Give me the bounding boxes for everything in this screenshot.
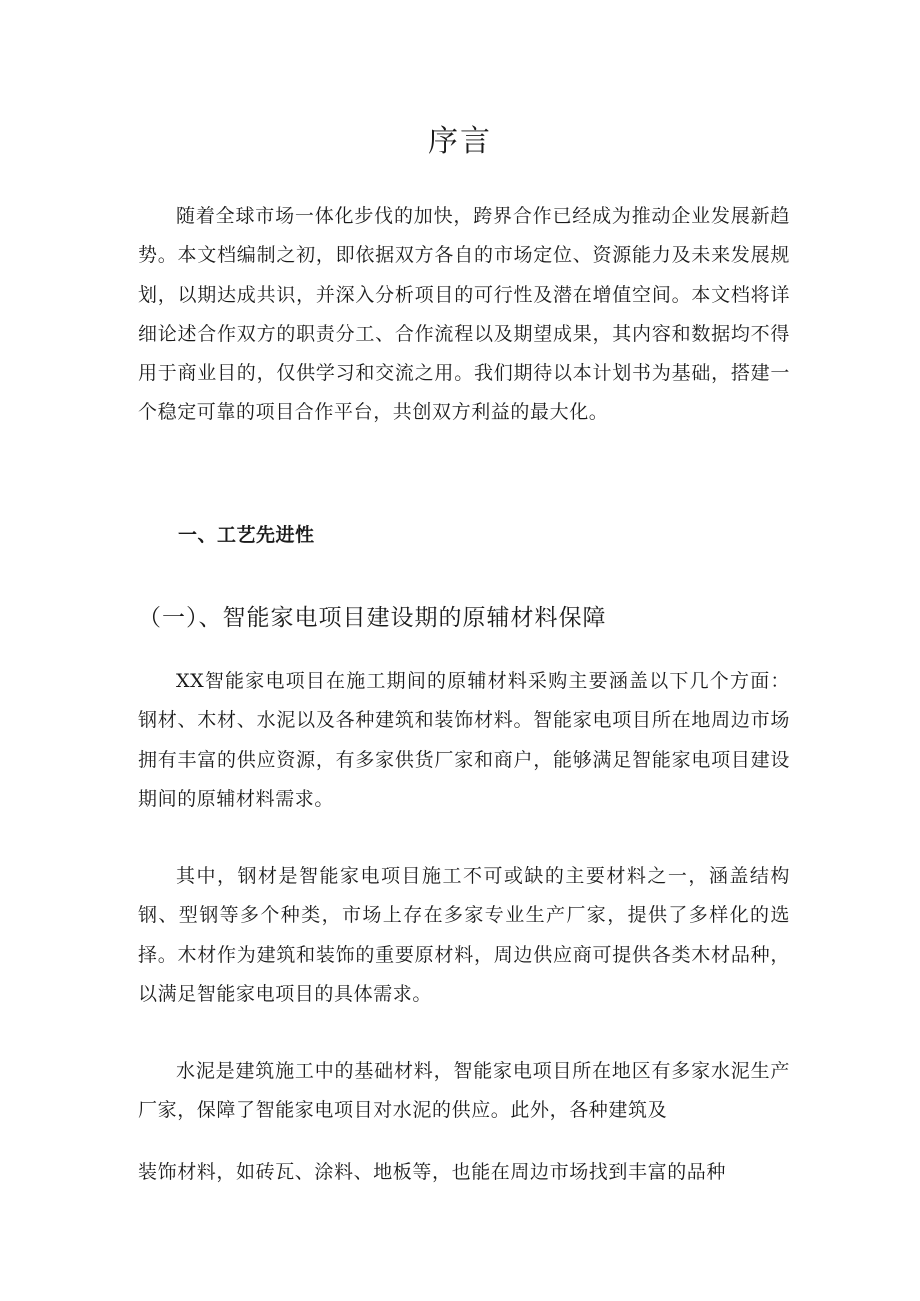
body-paragraph-4: 装饰材料，如砖瓦、涂料、地板等，也能在周边市场找到丰富的品种: [138, 1161, 727, 1183]
section-heading: 一、工艺先进性: [178, 524, 315, 546]
subsection-heading: （一）、智能家电项目建设期的原辅材料保障: [138, 605, 607, 631]
page-title: 序言: [428, 124, 492, 159]
body-paragraph-3: 水泥是建筑施工中的基础材料，智能家电项目所在地区有多家水泥生产厂家，保障了智能家电项目对水泥的供应。此外，各种建筑及: [138, 1060, 790, 1122]
intro-paragraph: 随着全球市场一体化步伐的加快，跨界合作已经成为推动企业发展新趋势。本文档编制之初，即依据双方各自的市场定位、资源能力及未来发展规划，以期达成共识，并深入分析项目的可行性及潜在增值空间。本文档将详细论述合作双方的职责分工、合作流程以及期望成果，其内容和数据均不得用于商业目的，仅供学习和交流之用。我们期待以本计划书为基础，搭建一个稳定可靠的项目合作平台，共创双方利益的最大化。: [138, 205, 790, 424]
body-paragraph-2: 其中，钢材是智能家电项目施工不可或缺的主要材料之一，涵盖结构钢、型钢等多个种类，市场上存在多家专业生产厂家，提供了多样化的选择。木材作为建筑和装饰的重要原材料，周边供应商可提供各类木材品种，以满足智能家电项目的具体需求。: [138, 865, 790, 1005]
body-paragraph-1: XX智能家电项目在施工期间的原辅材料采购主要涵盖以下几个方面：钢材、木材、水泥以及各种建筑和装饰材料。智能家电项目所在地周边市场拥有丰富的供应资源，有多家供货厂家和商户，能够满足智能家电项目建设期间的原辅材料需求。: [138, 670, 790, 810]
